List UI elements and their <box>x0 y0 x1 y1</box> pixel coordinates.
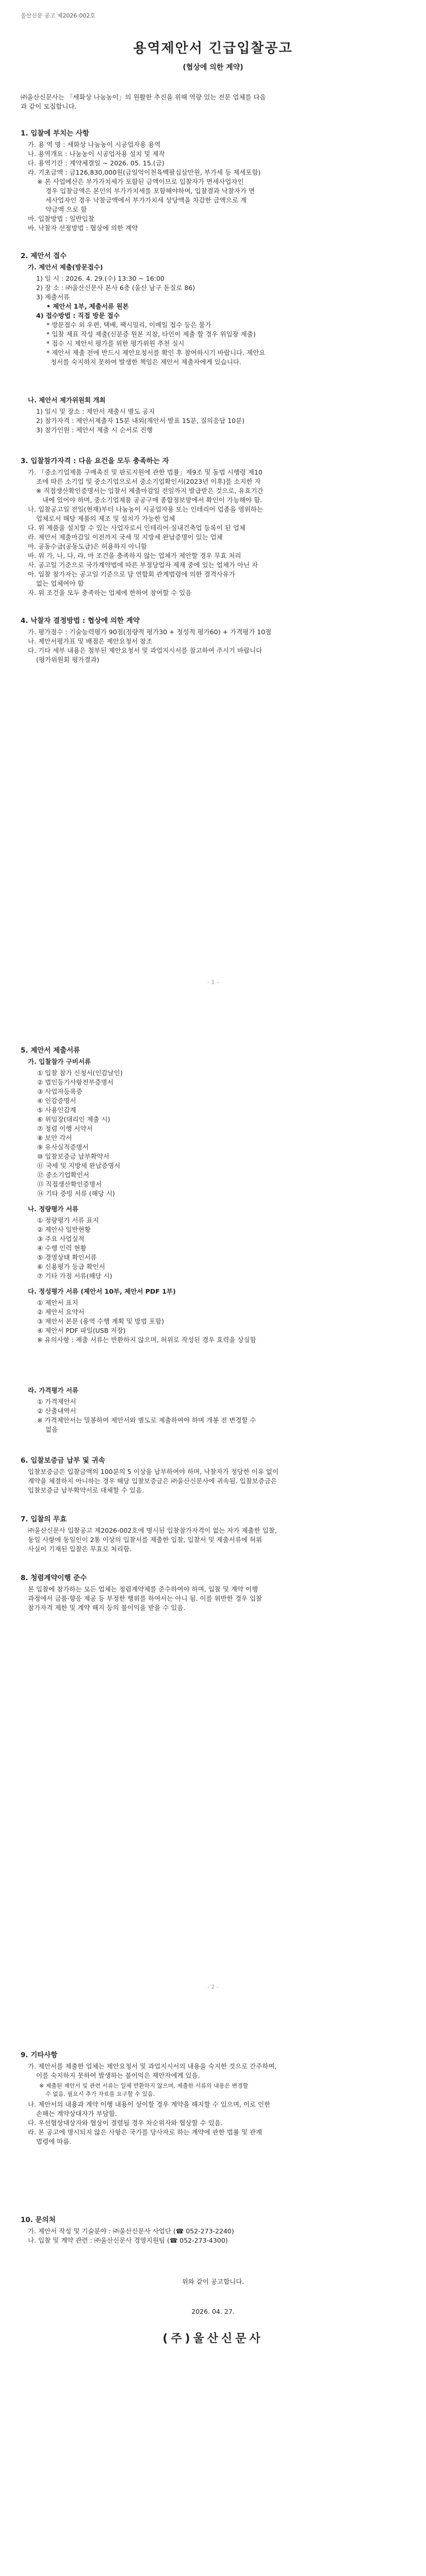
list-item: ④ 제안서 PDF 파일(USB 저장) <box>37 1327 126 1334</box>
text-line: 청서를 숙지하지 못하여 발생한 책임은 제안서 제출자에게 있습니다. <box>51 358 241 366</box>
text-line: 가. 제안서를 제출한 업체는 제안요청서 및 과업지시서의 내용을 숙지한 것으로 간주하며, <box>28 2062 277 2070</box>
list-item: ⑩ 입찰보증금 납부확약서 <box>37 1153 109 1160</box>
list-item: ⑬ 직접생산확인증명서 <box>37 1180 102 1188</box>
contact-line: 나. 입찰 및 계약 관련 : ㈜울산신문사 경영지원팀 (☎ 052-273-4300) <box>28 2236 228 2244</box>
section-heading: 5. 제안서 제출서류 <box>21 1046 80 1055</box>
text-line: 3) 참가인원 : 제안서 제출 시 순서로 진행 <box>36 426 153 434</box>
sub-heading: 다. 정성평가 서류 (제안서 10부, 제안서 PDF 1부) <box>28 1287 176 1295</box>
list-item: ⑭ 기타 증빙 서류 (해당 시) <box>37 1190 115 1197</box>
text-line: 세사업자인 경우 낙찰금액에서 부가가치세 상당액을 차감한 금액으로 계 <box>45 196 247 204</box>
text-line: 다. 용역기간 : 계약체결일 ~ 2026. 05. 15.(금) <box>28 159 165 167</box>
text-line: 참가자격 제한 및 계약 해지 등의 불이익을 받을 수 있음. <box>28 1604 186 1612</box>
note-line: ※ 가격제안서는 밀봉하여 제안서와 별도로 제출하여야 하며 개봉 전 변경할 수 <box>37 1416 256 1424</box>
text-line: 바. 낙찰자 선정방법 : 협상에 의한 계약 <box>28 224 138 232</box>
page-number: - 2 - <box>207 1984 219 1990</box>
text-line: (평가위원회 평가결과) <box>36 656 100 664</box>
sub-heading: 나. 정량평가 서류 <box>28 1205 78 1213</box>
text-line: 나. 제안서평가표 및 배점은 제안요청서 참조 <box>28 637 153 645</box>
doc-id: 울산신문 공고 제2026-002호 <box>21 12 95 19</box>
section-heading: 2. 제안서 접수 <box>21 252 67 260</box>
notice-date: 2026. 04. 27. <box>191 2308 235 2315</box>
list-item: ⑪ 국세 및 지방세 완납증명서 <box>37 1162 121 1170</box>
list-item: ② 산출내역서 <box>37 1407 76 1415</box>
text-line: 라. 제안서 제출마감일 이전까지 국세 및 지방세 완납증명이 있는 업체 <box>28 533 223 541</box>
text-line: 나. 입찰공고일 전일(현재)부터 나눔농이 시공업자용 또는 인테리어 업종을 영위하는 <box>28 505 264 513</box>
note-line: 수 없음. 필요시 추가 자료를 요구할 수 있음. <box>45 2091 155 2097</box>
page-number: - 1 - <box>207 979 219 986</box>
list-item: ③ 사업자등록증 <box>37 1088 83 1095</box>
text-line: ㈜울산신문사 입찰공고 제2026-002호에 명시된 입찰참가자격이 없는 자가 제출한 입찰, <box>28 1527 277 1534</box>
text-line: ※ 직접생산확인증명서는 입찰서 제출마감일 전일까지 발급받은 것으로, 유효기간 <box>36 487 264 495</box>
text-line: * 제안서 제출 전에 반드시 제안요청서를 확인 후 참여하시기 바랍니다. 제안요 <box>46 349 266 357</box>
text-line: 이를 숙지하지 못하여 발생하는 불이익은 제안자에게 있음. <box>36 2072 200 2079</box>
closing-text: 위와 같이 공고합니다. <box>182 2278 244 2285</box>
list-item: ① 입찰 참가 신청서(인감날인) <box>37 1069 123 1077</box>
text-line: 나. 용역개요 : 나눔농이 시공업자용 설치 및 제작 <box>28 150 165 158</box>
text-line: 계약을 체결하지 아니하는 경우 해당 입찰보증금은 ㈜울산신문사에 귀속됨. 입찰보증금은 <box>28 1477 277 1485</box>
text-line: 3) 제출서류 <box>36 293 70 301</box>
text-line: 사실이 기재된 입찰은 무효로 처리함. <box>28 1545 132 1553</box>
section-heading: 1. 입찰에 부치는 사항 <box>21 129 89 138</box>
text-line: 바. 위 가, 나, 다, 라, 마 조건을 충족하지 않는 업체가 제안할 경우 무효 처리 <box>28 552 241 560</box>
text-line: 내에 있어야 하며, 중소기업제품 공공구매 종합정보망에서 확인이 가능해야 함. <box>42 496 263 504</box>
page-title: 용역제안서 긴급입찰공고 <box>133 41 293 56</box>
list-item: ⑥ 신용평가 등급 확인서 <box>37 1263 105 1270</box>
section-heading: 7. 입찰의 무효 <box>21 1515 67 1523</box>
text-line: 본 입찰에 참가하는 모든 업체는 청렴계약제를 준수하여야 하며, 입찰 및 계약 이행 <box>28 1585 258 1593</box>
note-line: 없음 <box>45 1426 58 1433</box>
text-line: 라. 본 공고에 명시되지 않은 사항은 국가를 당사자로 하는 계약에 관한 법률 및 관계 <box>28 2128 263 2136</box>
section-heading: 4. 낙찰자 결정방법 : 협상에 의한 계약 <box>21 617 140 625</box>
text-line: 가. 평가점수 : 기술능력평가 90점(정량적 평가30 + 정성적 평가60) + 가격평가 10점 <box>28 628 272 636</box>
text-line: 입찰보증금은 입찰금액의 100분의 5 이상을 납부하여야 하며, 낙찰자가 정당한 이유 없이 <box>28 1468 279 1476</box>
text-line: 법령에 따름. <box>36 2138 72 2145</box>
section-heading: 3. 입찰참가자격 : 다음 요건을 모두 충족하는 자 <box>21 457 169 465</box>
text-line: 나. 제안서의 내용과 계약 이행 내용이 상이할 경우 계약을 해지할 수 있으며, 이로 인한 <box>28 2100 271 2108</box>
text-line: 라. 기초금액 : 금126,830,000원(금일억이천육백팔십삼만원, 부가세 등 제세포함) <box>28 168 261 176</box>
text-line: 업체로서 해당 제품의 제조 및 설치가 가능한 업체 <box>36 515 175 522</box>
section-heading: 8. 청렴계약이행 준수 <box>21 1574 87 1582</box>
text-line: 다. 우선협상대상자와 협상이 결렬될 경우 차순위자와 협상할 수 있음. <box>28 2119 223 2127</box>
text-line: 손해는 계약상대자가 부담함. <box>36 2110 117 2117</box>
text-line: 마. 공동수급(공동도급)은 허용하지 아니함 <box>28 543 147 550</box>
section-heading: 6. 입찰보증금 납부 및 귀속 <box>21 1456 105 1465</box>
text-line: 마. 입찰방법 : 일반입찰 <box>28 215 94 223</box>
list-item: ② 제안서 요약서 <box>37 1308 85 1316</box>
company-name: (주)울산신문사 <box>162 2332 264 2345</box>
text-line: 1) 일 시 : 2026. 4. 29.(수) 13:30 ~ 16:00 <box>36 275 165 282</box>
text-line: * 방문접수 외 우편, 택배, 팩시밀리, 이메일 접수 등은 불가 <box>46 321 211 329</box>
text-line: 2) 참가자격 : 제안서제출자 15분 내외(제안서 발표 15분, 질의응답 10분) <box>36 417 245 425</box>
section-heading: 9. 기타사항 <box>21 2051 58 2059</box>
text-line: 자. 위 조건을 모두 충족하는 업체에 한하여 참여할 수 있음 <box>28 589 192 597</box>
text-line: 가. 「중소기업제품 구매촉진 및 판로지원에 관한 법률」제9조 및 동법 시행령 제10 <box>28 468 263 476</box>
text-line: 1) 일시 및 장소 : 제안서 제출시 별도 공지 <box>36 408 155 415</box>
text-line: 다. 위 제품을 설치할 수 있는 사업자로서 인테리어·실내건축업 등록이 된 업체 <box>28 524 246 532</box>
text-line: • 제안서 1부, 제출서류 원본 <box>46 302 129 310</box>
list-item: ① 가격제안서 <box>37 1398 76 1405</box>
list-item: ④ 수행 인력 현황 <box>37 1244 87 1252</box>
contact-line: 가. 제안서 작성 및 기술분야 : ㈜울산신문사 사업단 (☎ 052-273-2240) <box>28 2227 234 2235</box>
list-item: ⑥ 위임장(대리인 제출 시) <box>37 1115 110 1123</box>
list-item: ⑤ 사용인감계 <box>37 1106 76 1114</box>
sub-heading: 가. 제안서 제출(방문접수) <box>28 263 103 271</box>
list-item: ⑦ 기타 가점 서류(해당 시) <box>37 1272 112 1280</box>
list-item: ① 정량평가 서류 표지 <box>37 1216 99 1224</box>
text-line: 조에 따른 소기업 및 중소기업으로서 중소기업확인서(2023년 이후)를 소지한 자 <box>36 478 261 485</box>
text-line: 과정에서 금품·향응 제공 등 부정한 행위를 하여서는 아니 됨. 이를 위반한 경우 입찰 <box>28 1595 263 1602</box>
note-line: ※ 유의사항 : 제출 서류는 반환하지 않으며, 허위로 작성된 경우 효력을 상실함 <box>37 1336 256 1344</box>
list-item: ② 법인등기사항전부증명서 <box>37 1078 114 1086</box>
list-item: ② 제안사 일반현황 <box>37 1226 91 1233</box>
text-line: 4) 접수방법 : 직접 방문 접수 <box>36 312 120 319</box>
text-line: * 접수 시 제안서 평가를 위한 평가위원 추천 실시 <box>46 340 185 347</box>
text-line: 사. 공고일 기준으로 국가계약법에 따른 부정당업자 제재 중에 있는 업체가 아닌 자 <box>28 561 258 569</box>
list-item: ⑦ 청렴 이행 서약서 <box>37 1125 93 1132</box>
page-3 <box>0 2009 426 2576</box>
list-item: ③ 주요 사업실적 <box>37 1235 85 1243</box>
text-line: 2) 장 소 : ㈜울산신문사 본사 6층 (울산 남구 돋질로 86) <box>36 284 195 292</box>
list-item: ⑤ 경영상태 확인서류 <box>37 1253 97 1261</box>
text-line: 가. 용 역 명 : 세화상 나눔농이 시공업자용 용역 <box>28 141 161 148</box>
section-heading: 10. 문의처 <box>21 2216 56 2224</box>
text-line: 동일 사항에 동일인이 2통 이상의 입찰서를 제출한 입찰, 입찰서 및 제출서류에 허위 <box>28 1536 263 1544</box>
page-subtitle: (협상에 의한 계약) <box>183 63 243 72</box>
sub-heading: 라. 가격평가 서류 <box>28 1386 78 1394</box>
text-line: ※ 본 사업예산은 부가가치세가 포함된 금액이므로 입찰자가 면세사업자인 <box>37 178 244 185</box>
page-2 <box>0 1005 426 2004</box>
intro-line: ㈜울산신문사는 「세화상 나눔농이」의 원활한 추진을 위해 역량 있는 전문 업체를 다음 <box>21 93 266 101</box>
note-line: ※ 제출된 제안서 및 관련 서류는 일체 반환하지 않으며, 제출한 서류의 내용은 변경할 <box>39 2082 249 2089</box>
text-line: 약금액 으로 함 <box>45 206 87 213</box>
page-1 <box>0 0 426 999</box>
list-item: ⑫ 중소기업확인서 <box>37 1171 89 1179</box>
intro-line: 과 같이 모집합니다. <box>21 103 77 110</box>
text-line: 입찰보증금 납부확약서로 대체할 수 있음. <box>28 1486 144 1494</box>
sub-heading: 가. 입찰참가 구비서류 <box>28 1058 91 1065</box>
list-item: ⑨ 유사실적증명서 <box>37 1143 89 1151</box>
list-item: ① 제안서 표지 <box>37 1299 78 1307</box>
text-line: 아. 입찰 참가자는 공고일 기준으로 당 연합회 관계법령에 의한 결격사유가 <box>28 570 235 578</box>
text-line: 다. 기타 세부 내용은 첨부된 제안요청서 및 과업지시서를 참고하여 주시기 바랍니다 <box>28 647 263 654</box>
list-item: ④ 인감증명서 <box>37 1097 76 1105</box>
text-line: * 입찰 제표 작성 제출(신분증 원본 지참, 타인이 제출 할 경우 위임장 제출) <box>46 330 256 338</box>
text-line: 없는 업체여야 함 <box>36 580 84 587</box>
list-item: ⑧ 보안 각서 <box>37 1134 72 1142</box>
sub-heading: 나. 제안서 제가위원회 개최 <box>28 396 106 404</box>
text-line: 경우 입찰금액은 본인의 부가가치세를 포함해야하며, 입찰결과 낙찰자가 면 <box>45 187 255 195</box>
list-item: ③ 제안서 본문 (용역 수행 계획 및 방법 포함) <box>37 1317 164 1325</box>
